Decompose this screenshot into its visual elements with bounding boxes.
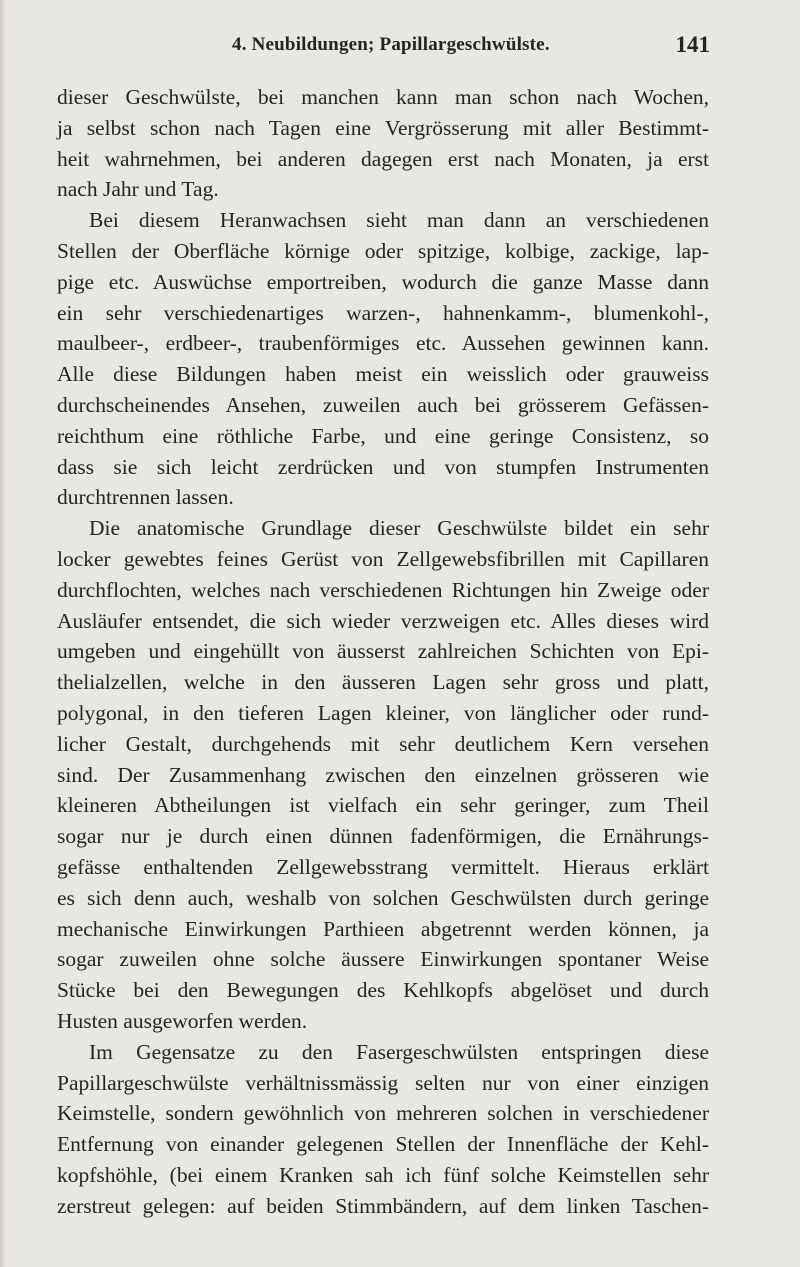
text-line: sogar nur je durch einen dünnen fadenförmigen, die Ernährungs- — [57, 824, 709, 849]
text-line: zerstreut gelegen: auf beiden Stimmbändern, auf dem linken Taschen- — [57, 1193, 709, 1218]
text-line: dass sie sich leicht zerdrücken und von stumpfen Instrumenten — [57, 454, 709, 479]
text-line: mechanische Einwirkungen Parthieen abgetrennt werden können, ja — [57, 916, 709, 941]
text-line: sind. Der Zusammenhang zwischen den einzelnen grösseren wie — [57, 762, 709, 787]
text-line: polygonal, in den tieferen Lagen kleiner, von länglicher oder rund- — [57, 700, 709, 725]
text-line: pige etc. Auswüchse emportreiben, wodurch die ganze Masse dann — [57, 269, 709, 294]
text-line: Alle diese Bildungen haben meist ein weisslich oder grauweiss — [57, 362, 709, 387]
text-line: durchflochten, welches nach verschiedenen Richtungen hin Zweige oder — [57, 577, 709, 602]
text-line: locker gewebtes feines Gerüst von Zellgewebsfibrillen mit Capillaren — [57, 546, 709, 571]
text-line: thelialzellen, welche in den äusseren Lagen sehr gross und platt, — [57, 670, 709, 695]
text-line: kleineren Abtheilungen ist vielfach ein sehr geringer, zum Theil — [57, 793, 709, 818]
text-line: nach Jahr und Tag. — [57, 177, 219, 202]
text-line: durchscheinendes Ansehen, zuweilen auch bei grösserem Gefässen- — [57, 392, 709, 417]
text-line: Husten ausgeworfen werden. — [57, 1008, 308, 1033]
text-line: Entfernung von einander gelegenen Stellen der Innenfläche der Kehl- — [57, 1132, 709, 1157]
running-title: 4. Neubildungen; Papillargeschwülste. — [232, 34, 550, 55]
text-line: Bei diesem Heranwachsen sieht man dann an verschiedenen — [89, 208, 709, 233]
page-number: 141 — [675, 32, 710, 57]
text-line: dieser Geschwülste, bei manchen kann man schon nach Wochen, — [57, 85, 709, 109]
page-edge-shadow — [0, 0, 6, 1267]
text-line: es sich denn auch, weshalb von solchen Geschwülsten durch geringe — [57, 885, 709, 910]
text-line: kopfshöhle, (bei einem Kranken sah ich fünf solche Keimstellen sehr — [57, 1162, 709, 1187]
text-line: Keimstelle, sondern gewöhnlich von mehreren solchen in verschiedener — [57, 1101, 709, 1126]
text-line: durchtrennen lassen. — [57, 485, 234, 510]
text-line: ein sehr verschiedenartiges warzen-, hahnenkamm-, blumenkohl-, — [57, 300, 709, 325]
text-line: Stellen der Oberfläche körnige oder spitzige, kolbige, zackige, lap- — [57, 238, 709, 263]
text-line: sogar zuweilen ohne solche äussere Einwirkungen spontaner Weise — [57, 947, 709, 972]
text-line: gefässe enthaltenden Zellgewebsstrang vermittelt. Hieraus erklärt — [57, 854, 709, 879]
text-line: Im Gegensatze zu den Fasergeschwülsten entspringen diese — [89, 1039, 709, 1064]
text-line: Papillargeschwülste verhältnissmässig selten nur von einer einzigen — [57, 1070, 709, 1095]
text-line: maulbeer-, erdbeer-, traubenförmiges etc. Aussehen gewinnen kann. — [57, 331, 709, 356]
text-line: licher Gestalt, durchgehends mit sehr deutlichem Kern versehen — [57, 731, 709, 756]
text-line: reichthum eine röthliche Farbe, und eine geringe Consistenz, so — [57, 423, 709, 448]
text-line: Die anatomische Grundlage dieser Geschwülste bildet ein sehr — [89, 516, 709, 541]
page-header — [190, 34, 710, 64]
text-line: umgeben und eingehüllt von äusserst zahlreichen Schichten von Epi- — [57, 639, 709, 664]
text-line: Stücke bei den Bewegungen des Kehlkopfs abgelöset und durch — [57, 978, 709, 1003]
text-line: heit wahrnehmen, bei anderen dagegen erst nach Monaten, ja erst — [57, 146, 709, 171]
text-line: Ausläufer entsendet, die sich wieder verzweigen etc. Alles dieses wird — [57, 608, 709, 633]
body-text — [57, 82, 709, 1221]
text-line: ja selbst schon nach Tagen eine Vergrösserung mit aller Bestimmt- — [57, 115, 709, 140]
